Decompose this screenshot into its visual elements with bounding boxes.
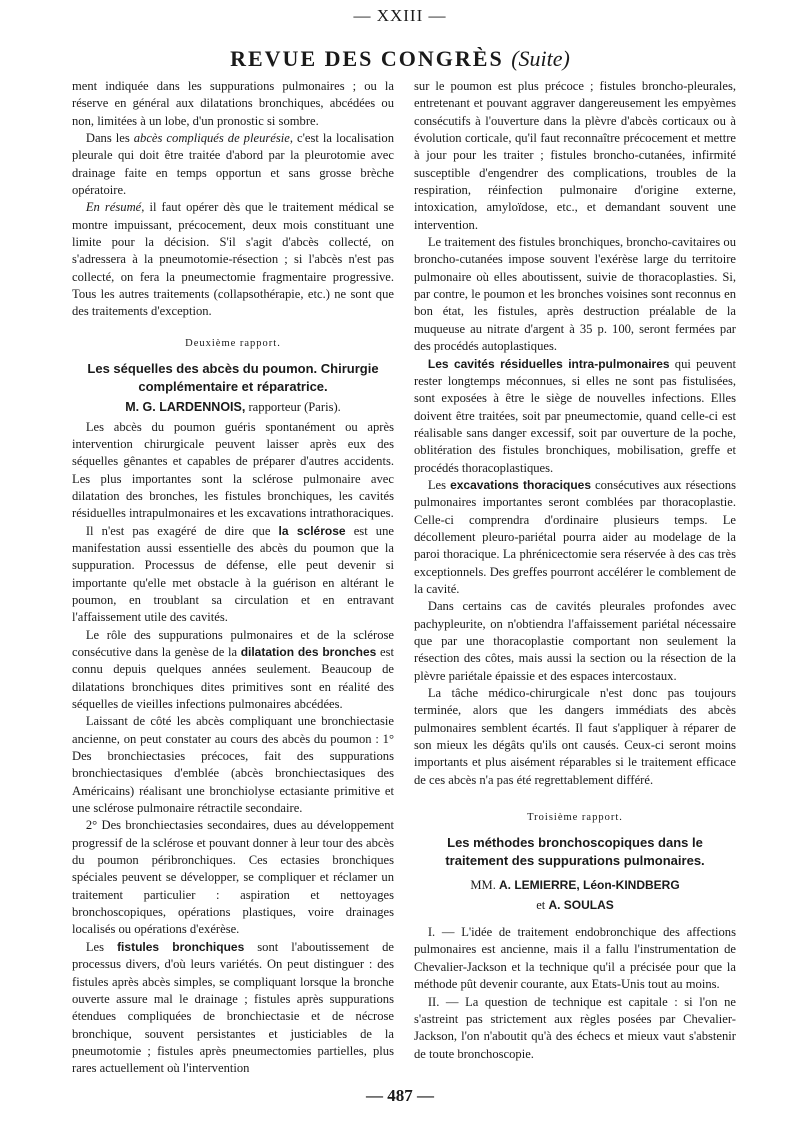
journal-title <box>0 46 800 72</box>
paragraph: Dans certains cas de cavités pleurales profondes avec pachypleurite, on n'obtiendra l'affaissement pariétal nécessaire que par une thoracoplastie comportant non seulement la résection des côtes, mais aussi la section ou la résection de la plèvre pariétale épaissie et des espaces intercostaux. <box>414 599 736 683</box>
paragraph: Les abcès du poumon guéris spontanément ou après intervention chirurgicale peuvent laisser après eux des séquelles gênantes et capables de préparer d'autres accidents. Les plus importantes sont la sclérose pulmonaire avec dilatation des bronches, les fistules bronchiques, les cavités résiduelles intrapulmonaires et les excavations intrathoraciques. <box>72 419 394 521</box>
paragraph: En résumé, il faut opérer dès que le traitement médical se montre impuissant, précocement, deux mois constituant une limite pour la décision. S'il s'agit d'abcès collecté, on s'adressera à la pneumotomie-résection ; si l'abcès n'est pas collecté, on fera la pneumectomie fragmentaire progressive. Tous les autres traitements (collapsothérapie, etc.) ne sont que des traitements d'exception. <box>72 200 394 319</box>
paragraph: Dans les abcès compliqués de pleurésie, c'est la localisation pleurale qui doit être traitée d'abord par la pleurotomie avec drainage faite en temps opportun et sans grosse brèche opératoire. <box>72 131 395 198</box>
journal-title-suite: (Suite) <box>511 46 570 71</box>
paragraph: Les excavations thoraciques consécutives aux résections pulmonaires importantes seront comblées par thoracoplastie. Celle-ci comprendra d'ordinaire plusieurs temps. Le décollement pleuro-pariétal pourra aider au modelage de la paroi thoracique. La phrénicectomie sera réservée à des cas très exceptionnels. Des greffes pourront accélérer le comblement de la cavité. <box>414 477 736 596</box>
section-label: Deuxième rapport. <box>185 337 281 349</box>
report-title: Les séquelles des abcès du poumon. Chirurgie complémentaire et réparatrice. <box>87 361 379 394</box>
paragraph: La tâche médico-chirurgicale n'est donc pas toujours terminée, alors que les dangers immédiats des abcès pulmonaires semblent écartés. Il faut s'appliquer à réparer de son mieux les dégâts qu'ils ont causés. Ceux-ci seront moins importants et plus aisément réparables si le traitement efficace de ces abcès n'a pas été regrettablement différé. <box>414 686 736 787</box>
paragraph: Les cavités résiduelles intra-pulmonaires qui peuvent rester longtemps méconnues, si elles ne sont pas fistulisées, sont exposées à être le siège de nouvelles infections. Elles doivent être traitées, soit par pneumectomie, quand celle-ci est réalisable sans danger excessif, soit par ouverture de la poche, oblitération des fistules bronchiques, mobilisation, greffe et procédés thoracoplastiques. <box>414 356 736 475</box>
paragraph: I. — L'idée de traitement endobronchique des affections pulmonaires est ancienne, mais il a fallu l'instrumentation de Chevalier-Jackson et la technique qu'il a précisée pour que la méthode pût devenir courante, aux Etats-Unis tout au moins. <box>414 925 736 992</box>
paragraph: sur le poumon est plus précoce ; fistules broncho-pleurales, entretenant et pouvant aggraver dangereusement les empyèmes consécutifs à l'ouverture dans la plèvre d'abcès corticaux ou à évolution corticale, qu'il faut reconnaître précocement et mettre à jour pour les traiter ; fistules broncho-cutanées, infirmité susceptible d'engendrer des complications, troubles de la respiration, réinfection pulmonaire d'origine externe, intoxication, amyloïdose, etc., et demandant souvent une intervention. <box>414 79 736 232</box>
paragraph: Les fistules bronchiques sont l'aboutissement de processus divers, d'où leurs variétés. On peut distinguer : des fistules après abcès simples, se compliquant lorsque la bronche ouverte assure mal le drainage ; fistules après suppurations étendues compliquées de bronchiectasie et de nécrose bronchique, souvent persistantes et justiciables de la pneumotomie ; fistules après pneumectomies partielles, plus rares actuellement où l'intervention <box>72 939 394 1076</box>
right-column <box>414 78 736 1063</box>
report-author: M. G. LARDENNOIS, rapporteur (Paris). <box>125 400 341 415</box>
paragraph: ment indiquée dans les suppurations pulmonaires ; ou la réserve en général aux dilatations bronchiques, abcédées ou non, limitées à un lobe, d'un pronostic si sombre. <box>72 79 394 128</box>
journal-title-text: REVUE DES CONGRÈS <box>230 46 504 71</box>
paragraph: Il n'est pas exagéré de dire que la sclérose est une manifestation aussi essentielle des abcès du poumon que la suppuration. Processus de défense, elle peut devenir si importante qu'elle met obstacle à la guérison en altérant le poumon, en troublant sa circulation et en entravant l'affaissement utile des cavités. <box>72 523 394 625</box>
page-number: — 487 — <box>366 1086 434 1105</box>
section-label: Troisième rapport. <box>527 812 623 824</box>
report-authors: MM. A. LEMIERRE, Léon-KINDBERG <box>470 878 680 893</box>
paragraph: 2° Des bronchiectasies secondaires, dues au développement progressif de la sclérose et pouvant donner à leur tour des abcès du poumon péribronchiques. Ces ectasies bronchiques spéciales peuvent se développer, se compliquer et réclamer un traitement particulier : aspiration et nettoyages bronchoscopiques, opérations plastiques, voire drainages localisés ou opérations d'exérèse. <box>72 818 394 937</box>
paragraph: Le traitement des fistules bronchiques, broncho-cavitaires ou broncho-cutanées impose souvent l'exérèse large du territoire pulmonaire où elles aboutissent, suivie de thoracoplasties. Si, par contre, le poumon et les bronches voisines sont reconnus en bon état, les fistules, après destruction préalable de la muqueuse au nitrate d'argent à 35 p. 100, seront fermées par des procédés autoplastiques. <box>414 235 736 354</box>
report-title: Les méthodes bronchoscopiques dans le traitement des suppurations pulmonaires. <box>445 835 705 868</box>
paragraph: Laissant de côté les abcès compliquant une bronchiectasie ancienne, on peut constater au cours des abcès du poumon : 1° Des bronchiectasies précoces, fait des suppurations bronchiectasiques d'emblée (abcès bronchiectasiques des Américains) réalisant une bronchiolyse ectasiante primitive et une sclérose pulmonaire rétractile secondaire. <box>72 714 394 816</box>
left-column <box>72 78 394 1078</box>
page-header-roman: — XXIII — <box>353 6 447 25</box>
report-authors-cont: et A. SOULAS <box>536 897 614 912</box>
paragraph: II. — La question de technique est capitale : si l'on ne s'astreint pas strictement aux règles posées par Chevalier-Jackson, l'on n'aboutit qu'à des échecs et mieux vaut s'abstenir de toute bronchoscopie. <box>414 994 736 1061</box>
paragraph: Le rôle des suppurations pulmonaires et de la sclérose consécutive dans la genèse de la dilatation des bronches est connu depuis quelques années seulement. Beaucoup de dilatations bronchiques dites primitives sont en réalité des séquelles de vieilles infections pulmonaires abcédées. <box>72 627 394 711</box>
